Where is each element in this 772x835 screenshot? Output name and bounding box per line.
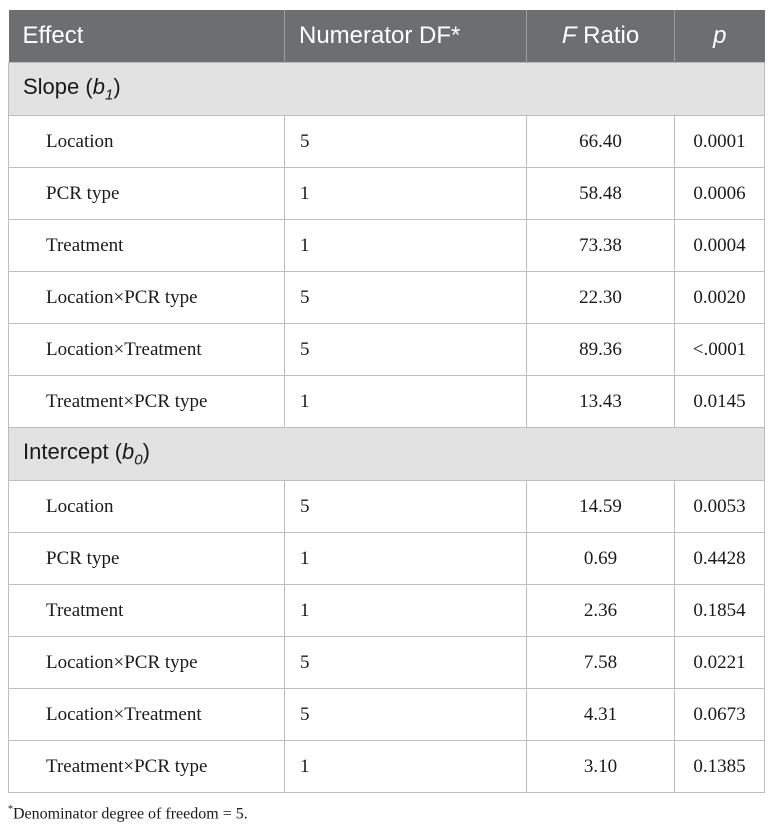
cell-p-value: 0.0053 [675, 481, 765, 533]
section-title [9, 428, 765, 481]
section-row [9, 63, 765, 116]
cell-f-ratio: 66.40 [527, 116, 675, 168]
cell-f-ratio: 58.48 [527, 168, 675, 220]
cell-df: 1 [285, 585, 527, 637]
table-row [9, 376, 765, 428]
cell-p-value: 0.0004 [675, 220, 765, 272]
header-f-ratio [527, 10, 675, 63]
cell-p-value: 0.4428 [675, 533, 765, 585]
cell-f-ratio: 73.38 [527, 220, 675, 272]
header-p-label: p [713, 22, 727, 49]
cell-f-ratio: 22.30 [527, 272, 675, 324]
cell-effect: Location [9, 116, 285, 168]
section-close: ) [113, 74, 121, 100]
section-subscript: 0 [134, 451, 143, 469]
table-row [9, 533, 765, 585]
table-row [9, 585, 765, 637]
cell-df: 1 [285, 168, 527, 220]
header-p [675, 10, 765, 63]
section-symbol: b [92, 74, 105, 100]
cell-effect: Treatment×PCR type [9, 741, 285, 793]
footnote [8, 804, 248, 823]
cell-df: 5 [285, 689, 527, 741]
cell-effect: Location×Treatment [9, 324, 285, 376]
cell-effect: PCR type [9, 168, 285, 220]
cell-effect: Location×Treatment [9, 689, 285, 741]
cell-df: 5 [285, 324, 527, 376]
cell-effect: Treatment [9, 220, 285, 272]
cell-f-ratio: 0.69 [527, 533, 675, 585]
cell-p-value: <.0001 [675, 324, 765, 376]
cell-p-value: 0.0145 [675, 376, 765, 428]
cell-f-ratio: 2.36 [527, 585, 675, 637]
table-row [9, 220, 765, 272]
cell-p-value: 0.0673 [675, 689, 765, 741]
table-body [9, 63, 765, 793]
cell-effect: Treatment [9, 585, 285, 637]
table-row [9, 168, 765, 220]
cell-f-ratio: 7.58 [527, 637, 675, 689]
section-close: ) [142, 439, 150, 465]
cell-p-value: 0.0006 [675, 168, 765, 220]
cell-f-ratio: 14.59 [527, 481, 675, 533]
table-row [9, 324, 765, 376]
table-row [9, 272, 765, 324]
header-f-italic: F [561, 22, 577, 49]
cell-p-value: 0.0001 [675, 116, 765, 168]
anova-table [8, 10, 765, 793]
cell-df: 1 [285, 376, 527, 428]
cell-df: 5 [285, 116, 527, 168]
section-title-text: Slope ( [23, 74, 93, 100]
cell-p-value: 0.0221 [675, 637, 765, 689]
cell-f-ratio: 4.31 [527, 689, 675, 741]
table-row [9, 116, 765, 168]
section-symbol: b [122, 439, 135, 465]
section-row [9, 428, 765, 481]
section-title-text: Intercept ( [23, 439, 123, 465]
header-effect: Effect [9, 10, 285, 63]
cell-p-value: 0.0020 [675, 272, 765, 324]
cell-effect: Location [9, 481, 285, 533]
table-row [9, 481, 765, 533]
footnote-marker: * [8, 804, 13, 815]
table-row [9, 689, 765, 741]
header-row [9, 10, 765, 63]
cell-df: 5 [285, 272, 527, 324]
cell-df: 5 [285, 481, 527, 533]
cell-effect: Treatment×PCR type [9, 376, 285, 428]
cell-effect: Location×PCR type [9, 272, 285, 324]
section-subscript: 1 [104, 86, 114, 104]
cell-df: 1 [285, 533, 527, 585]
header-numerator-df: Numerator DF* [285, 10, 527, 63]
cell-effect: PCR type [9, 533, 285, 585]
cell-df: 1 [285, 741, 527, 793]
anova-table-container [8, 10, 764, 793]
cell-f-ratio: 3.10 [527, 741, 675, 793]
table-row [9, 637, 765, 689]
cell-df: 1 [285, 220, 527, 272]
cell-p-value: 0.1854 [675, 585, 765, 637]
footnote-text: Denominator degree of freedom = 5. [13, 805, 248, 823]
cell-f-ratio: 13.43 [527, 376, 675, 428]
cell-df: 5 [285, 637, 527, 689]
cell-effect: Location×PCR type [9, 637, 285, 689]
section-title [9, 63, 765, 116]
cell-p-value: 0.1385 [675, 741, 765, 793]
header-f-rest: Ratio [576, 22, 640, 49]
cell-f-ratio: 89.36 [527, 324, 675, 376]
table-row [9, 741, 765, 793]
